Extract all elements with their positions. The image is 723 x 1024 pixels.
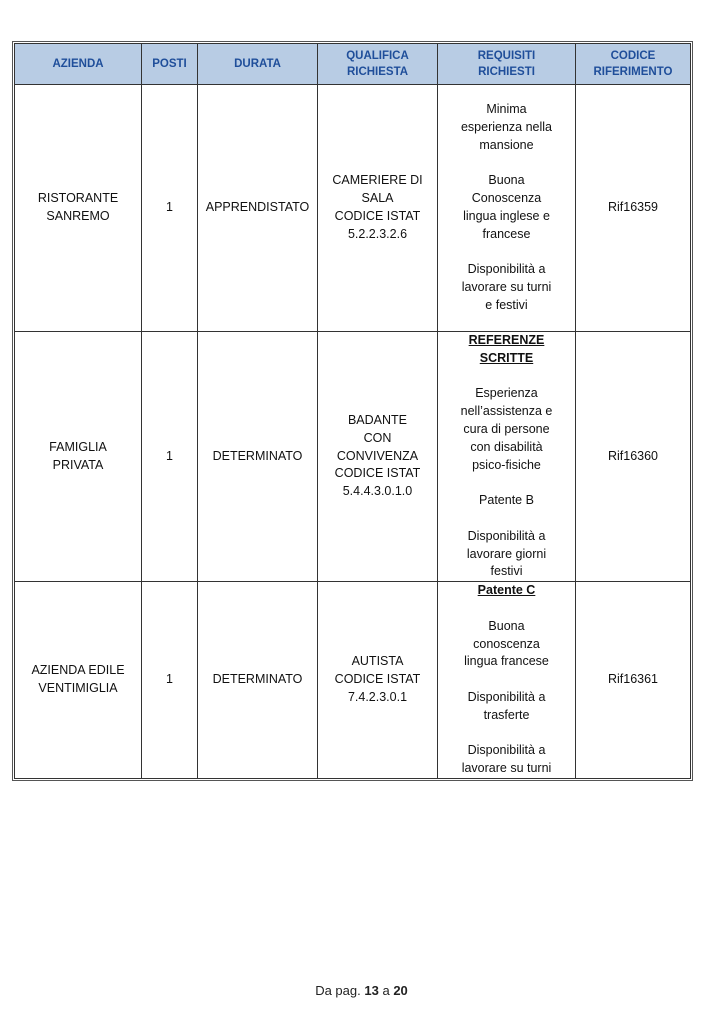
requisito-line: francese xyxy=(482,226,531,241)
cell-qualifica xyxy=(318,332,438,582)
requisito-line: psico-fisiche xyxy=(472,457,541,472)
requisito-line: esperienza nella xyxy=(460,120,553,135)
requisito-heading-line: REFERENZE xyxy=(468,333,545,347)
footer-middle: a xyxy=(382,983,390,998)
cell-codice: Rif16359 xyxy=(576,85,691,332)
header-qualifica-line-1: QUALIFICA xyxy=(346,50,409,62)
qualifica-line: CONVIVENZA xyxy=(336,448,419,463)
requisito-line: mansione xyxy=(479,137,534,152)
header-qualifica xyxy=(318,44,438,85)
qualifica-line: 7.4.2.3.0.1 xyxy=(347,690,408,705)
cell-azienda xyxy=(15,85,142,332)
header-codice xyxy=(576,44,691,85)
requisito-line: conoscenza xyxy=(473,636,540,651)
qualifica-line: CAMERIERE DI xyxy=(332,173,423,188)
qualifica-line: CODICE ISTAT xyxy=(334,209,421,223)
header-requisiti-line-1: REQUISITI xyxy=(477,50,536,62)
qualifica-line: 5.2.2.3.2.6 xyxy=(347,226,408,241)
requisito-heading xyxy=(441,332,572,368)
requisito-block xyxy=(441,528,572,581)
azienda-line: RISTORANTE xyxy=(37,191,119,206)
cell-posti: 1 xyxy=(142,85,198,332)
azienda-line: SANREMO xyxy=(46,209,110,223)
cell-durata: DETERMINATO xyxy=(198,582,318,779)
qualifica-line: BADANTE xyxy=(347,413,408,428)
qualifica-line: SALA xyxy=(361,191,394,206)
requisito-heading-line: SCRITTE xyxy=(479,350,534,365)
requisito-line: trasferte xyxy=(483,707,530,722)
header-requisiti-line-2: RICHIESTI xyxy=(478,66,535,78)
requisito-line: nell’assistenza e xyxy=(460,404,553,419)
requisito-line: Conoscenza xyxy=(471,191,542,206)
requisito-line: Esperienza xyxy=(475,386,538,401)
table-header-row xyxy=(15,44,691,85)
qualifica-line: AUTISTA xyxy=(351,654,404,669)
table-row xyxy=(15,582,691,779)
qualifica-line: 5.4.4.3.0.1.0 xyxy=(342,484,413,499)
azienda-line: AZIENDA EDILE xyxy=(31,663,125,678)
requisito-block xyxy=(441,261,572,314)
cell-posti: 1 xyxy=(142,332,198,582)
requisito-block xyxy=(441,492,572,510)
requisito-line: Buona xyxy=(488,618,525,633)
requisito-line: lingua inglese e xyxy=(463,209,550,223)
header-durata: DURATA xyxy=(198,44,318,85)
cell-durata: DETERMINATO xyxy=(198,332,318,582)
azienda-line: FAMIGLIA xyxy=(49,439,107,454)
requisito-line: e festivi xyxy=(485,297,528,312)
header-codice-line-1: CODICE xyxy=(610,50,656,62)
header-requisiti xyxy=(438,44,576,85)
cell-requisiti xyxy=(438,582,576,779)
requisito-line: Disponibilità a xyxy=(467,690,546,705)
qualifica-line: CODICE ISTAT xyxy=(334,466,421,481)
requisito-line: lavorare su turni xyxy=(461,280,552,295)
cell-azienda xyxy=(15,582,142,779)
cell-qualifica xyxy=(318,85,438,332)
page-footer xyxy=(0,983,723,998)
qualifica-line: CON xyxy=(363,430,392,445)
requisito-line: cura di persone xyxy=(463,421,550,436)
requisito-line: Disponibilità a xyxy=(467,262,546,277)
requisito-block xyxy=(441,742,572,778)
qualifica-line: CODICE ISTAT xyxy=(334,672,421,687)
requisito-line: Minima xyxy=(486,102,527,117)
requisito-line: lavorare giorni xyxy=(466,546,547,561)
job-offers-table xyxy=(14,43,691,779)
requisito-line: Patente B xyxy=(479,493,534,508)
footer-prefix: Da pag. xyxy=(315,983,361,998)
requisito-line: Buona xyxy=(488,173,525,188)
requisito-line: lingua francese xyxy=(464,654,549,669)
requisito-line: Disponibilità a xyxy=(467,743,546,758)
cell-requisiti xyxy=(438,85,576,332)
cell-qualifica xyxy=(318,582,438,779)
requisito-line: con disabilità xyxy=(470,439,543,454)
table-row xyxy=(15,332,691,582)
cell-azienda xyxy=(15,332,142,582)
requisito-line: festivi xyxy=(490,564,523,579)
azienda-line: PRIVATA xyxy=(52,457,104,472)
header-qualifica-line-2: RICHIESTA xyxy=(346,66,409,78)
table-row xyxy=(15,85,691,332)
cell-codice: Rif16361 xyxy=(576,582,691,779)
requisito-heading xyxy=(441,582,572,600)
requisito-line: Disponibilità a xyxy=(467,528,546,543)
header-posti: POSTI xyxy=(142,44,198,85)
requisito-block xyxy=(441,101,572,154)
header-azienda: AZIENDA xyxy=(15,44,142,85)
azienda-line: VENTIMIGLIA xyxy=(38,681,118,696)
requisito-block xyxy=(441,385,572,474)
cell-codice: Rif16360 xyxy=(576,332,691,582)
requisito-block xyxy=(441,172,572,243)
footer-current-page: 13 xyxy=(364,983,379,998)
footer-total-pages: 20 xyxy=(393,983,408,998)
cell-durata: APPRENDISTATO xyxy=(198,85,318,332)
requisito-line: lavorare su turni xyxy=(461,761,552,776)
requisito-block xyxy=(441,689,572,725)
requisito-block xyxy=(441,618,572,671)
header-codice-line-2: RIFERIMENTO xyxy=(593,66,673,78)
cell-requisiti xyxy=(438,332,576,582)
cell-posti: 1 xyxy=(142,582,198,779)
requisito-heading-line: Patente C xyxy=(477,583,536,598)
